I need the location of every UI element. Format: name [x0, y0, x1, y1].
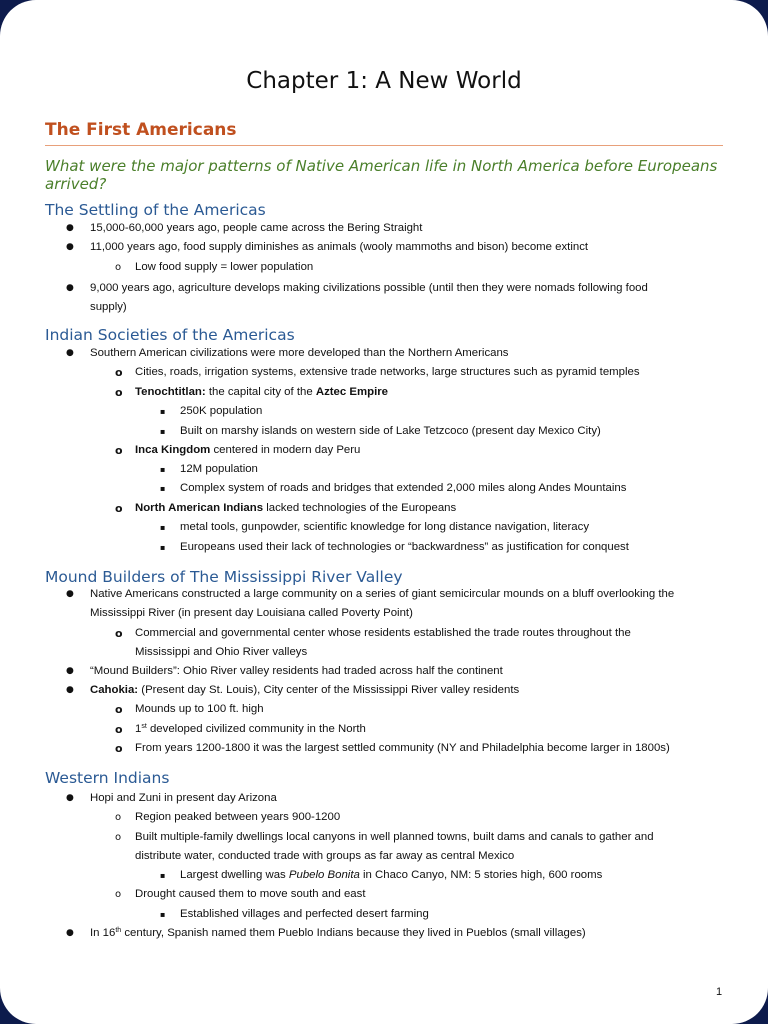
list-item: Region peaked between years 900-1200: [135, 811, 341, 823]
ordinal-suffix: st: [141, 723, 147, 730]
bullet-circle: o: [115, 723, 123, 736]
subheading-mound-builders: Mound Builders of The Mississippi River Valley: [45, 568, 403, 586]
list-item: Low food supply = lower population: [135, 261, 314, 273]
list-item: 11,000 years ago, food supply diminishes as animals (wooly mammoths and bison) become extinct: [90, 241, 589, 253]
list-item-pueblo-bonita: [180, 866, 602, 886]
item-text: the capital city of the: [205, 386, 316, 398]
list-item: 12M population: [180, 463, 258, 475]
list-item-tenochtitlan: [135, 383, 388, 403]
bullet-circle: o: [115, 386, 123, 399]
list-item: Drought caused them to move south and east: [135, 888, 366, 900]
bullet-square: ▪: [160, 427, 166, 436]
list-item: Europeans used their lack of technologies or “backwardness” as justification for conquest: [180, 541, 629, 553]
bullet-square: ▪: [160, 407, 166, 416]
bullet-disc: ●: [66, 348, 74, 358]
list-item-continuation: Mississippi River (in present day Louisiana called Poverty Point): [90, 607, 413, 619]
bullet-square: ▪: [160, 484, 166, 493]
list-item-inca: [135, 441, 360, 461]
item-text: In 16: [90, 927, 116, 939]
bullet-circle: o: [115, 366, 123, 379]
bullet-disc: ●: [66, 793, 74, 803]
item-text: lacked technologies of the Europeans: [263, 502, 457, 514]
list-item: Cities, roads, irrigation systems, extensive trade networks, large structures such as pyramid temples: [135, 366, 640, 378]
list-item-sixteenth-century: [90, 924, 586, 944]
list-item: Built multiple-family dwellings local canyons in well planned towns, built dams and canals to gather and: [135, 831, 654, 843]
bullet-circle: o: [115, 832, 122, 843]
list-item: Established villages and perfected desert farming: [180, 908, 429, 920]
term-inca-kingdom: Inca Kingdom: [135, 444, 211, 456]
term-tenochtitlan: Tenochtitlan:: [135, 386, 206, 398]
bullet-circle: o: [115, 812, 122, 823]
item-text: (Present day St. Louis), City center of the Mississippi River valley residents: [138, 684, 520, 696]
term-north-american-indians: North American Indians: [135, 502, 264, 514]
bullet-circle: o: [115, 444, 123, 457]
bullet-circle: o: [115, 502, 123, 515]
bullet-square: ▪: [160, 543, 166, 552]
guiding-question: What were the major patterns of Native American life in North America before Europeans arrived?: [45, 157, 718, 193]
bullet-disc: ●: [66, 283, 74, 293]
list-item: metal tools, gunpowder, scientific knowledge for long distance navigation, literacy: [180, 521, 590, 533]
list-item: Built on marshy islands on western side of Lake Tetzcoco (present day Mexico City): [180, 425, 601, 437]
bullet-disc: ●: [66, 223, 74, 233]
bullet-disc: ●: [66, 666, 74, 676]
bullet-square: ▪: [160, 871, 166, 880]
list-item: 15,000-60,000 years ago, people came across the Bering Straight: [90, 222, 423, 234]
item-text: century, Spanish named them Pueblo Indians because they lived in Pueblos (small villages): [121, 927, 586, 939]
list-item-continuation: distribute water, conducted trade with groups as far away as central Mexico: [135, 850, 515, 862]
term-aztec-empire: Aztec Empire: [315, 386, 389, 398]
bullet-disc: ●: [66, 589, 74, 599]
item-text: Largest dwelling was: [180, 869, 289, 881]
bullet-disc: ●: [66, 685, 74, 695]
page-number: 1: [716, 986, 723, 998]
ordinal-suffix: th: [115, 927, 122, 934]
list-item: Complex system of roads and bridges that extended 2,000 miles along Andes Mountains: [180, 482, 627, 494]
item-text: centered in modern day Peru: [210, 444, 361, 456]
list-item: Mounds up to 100 ft. high: [135, 703, 264, 715]
bullet-square: ▪: [160, 910, 166, 919]
term-cahokia: Cahokia:: [90, 684, 139, 696]
list-item: Native Americans constructed a large community on a series of giant semicircular mounds on a bluff overlooking the: [90, 588, 675, 600]
list-item: 250K population: [180, 405, 263, 417]
subheading-western-indians: Western Indians: [45, 769, 170, 787]
item-text: 1: [135, 723, 142, 735]
list-item: From years 1200-1800 it was the largest settled community (NY and Philadelphia become larger in 1800s): [135, 742, 670, 754]
bullet-circle: o: [115, 703, 123, 716]
list-item-first-community: [135, 720, 366, 740]
bullet-square: ▪: [160, 465, 166, 474]
subheading-settling: The Settling of the Americas: [45, 201, 266, 219]
list-item: 9,000 years ago, agriculture develops making civilizations possible (until then they were nomads following food: [90, 282, 648, 294]
bullet-circle: o: [115, 262, 122, 273]
item-text: in Chaco Canyo, NM: 5 stories high, 600 rooms: [359, 869, 603, 881]
term-pueblo-bonita: Pubelo Bonita: [288, 869, 360, 881]
list-item: Southern American civilizations were more developed than the Northern Americans: [90, 347, 509, 359]
list-item-north-american: [135, 499, 456, 519]
list-item-continuation: Mississippi and Ohio River valleys: [135, 646, 308, 658]
list-item-continuation: supply): [90, 301, 127, 313]
bullet-disc: ●: [66, 928, 74, 938]
bullet-circle: o: [115, 627, 123, 640]
list-item: Commercial and governmental center whose residents established the trade routes throughout the: [135, 627, 631, 639]
subheading-societies: Indian Societies of the Americas: [45, 326, 295, 344]
bullet-disc: ●: [66, 242, 74, 252]
section-heading: The First Americans: [45, 120, 237, 140]
page-title: Chapter 1: A New World: [246, 68, 522, 94]
bullet-circle: o: [115, 889, 122, 900]
list-item: Hopi and Zuni in present day Arizona: [90, 792, 277, 804]
list-item: “Mound Builders”: Ohio River valley residents had traded across half the continent: [90, 665, 503, 677]
item-text: developed civilized community in the North: [146, 723, 366, 735]
list-item-cahokia: [90, 681, 519, 701]
bullet-square: ▪: [160, 523, 166, 532]
bullet-circle: o: [115, 742, 123, 755]
section-divider: [45, 145, 723, 146]
